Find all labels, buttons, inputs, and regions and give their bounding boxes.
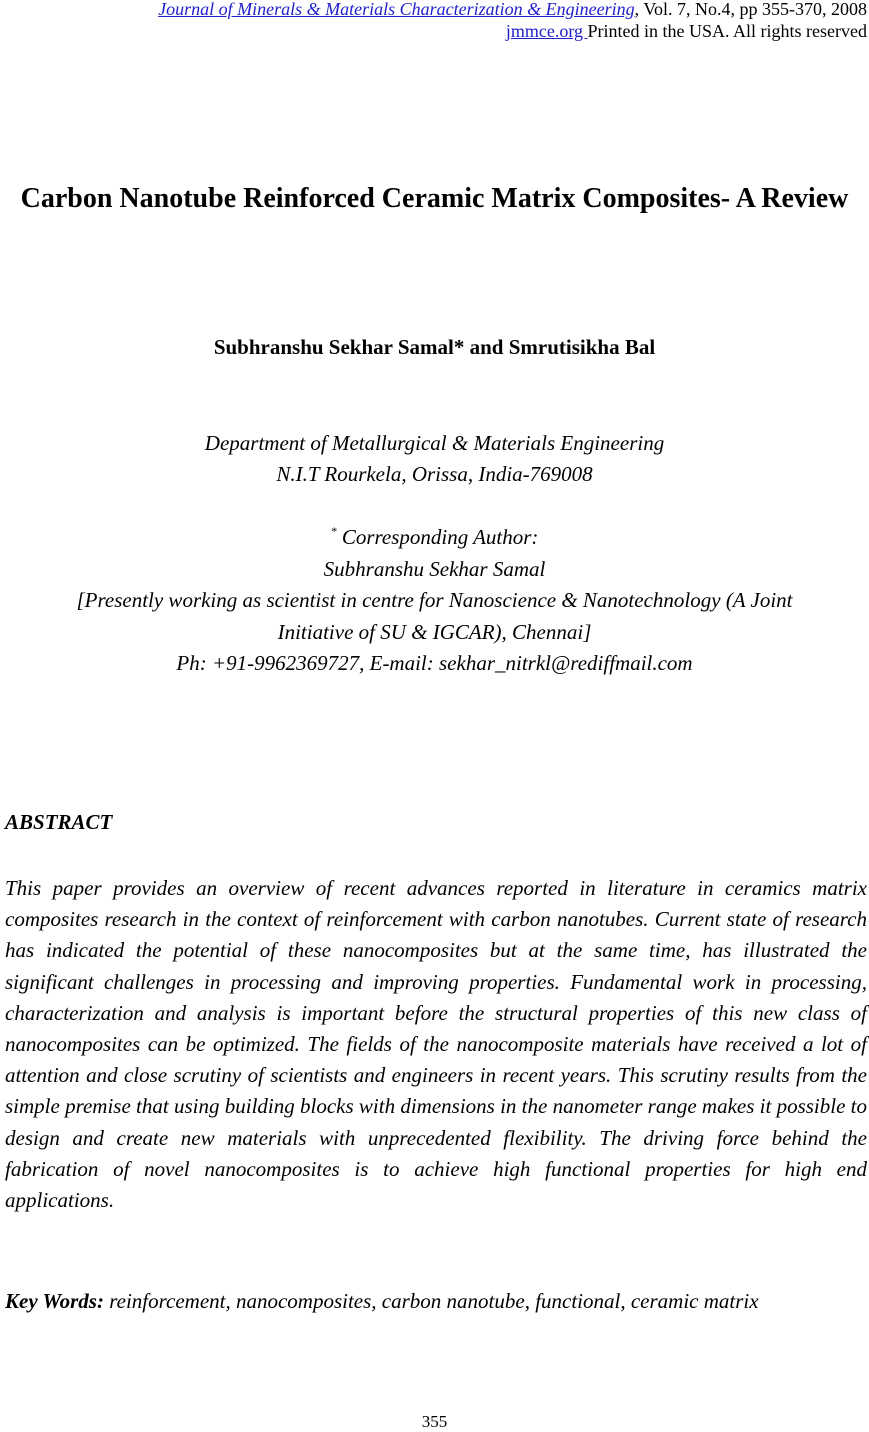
journal-header (158, 0, 867, 42)
corresponding-position-2: Initiative of SU & IGCAR), Chennai] (277, 619, 592, 644)
paper-title: Carbon Nanotube Reinforced Ceramic Matrix Composites- A Review (20, 183, 849, 214)
site-link[interactable]: jmmce.org (505, 21, 588, 41)
authors: Subhranshu Sekhar Samal* and Smrutisikha Bal (213, 335, 656, 359)
abstract-heading: ABSTRACT (5, 810, 113, 834)
asterisk-mark: * (330, 524, 337, 538)
corresponding-contact: Ph: +91-9962369727, E-mail: sekhar_nitrkl@rediffmail.com (176, 651, 693, 675)
page-number: 355 (421, 1412, 448, 1431)
affiliation (0, 428, 869, 490)
corresponding-label: Corresponding Author: (336, 525, 539, 549)
keywords-label: Key Words: (5, 1289, 104, 1313)
rights-text: Printed in the USA. All rights reserved (587, 21, 867, 41)
journal-citation-line (158, 0, 867, 20)
corresponding-name: Subhranshu Sekhar Samal (323, 556, 546, 581)
corresponding-position-1: [Presently working as scientist in centre for Nanoscience & Nanotechnology (A Joint (76, 588, 793, 612)
corresponding-label-line (0, 522, 869, 554)
corresponding-author-block (0, 522, 869, 680)
journal-name-link[interactable]: Journal of Minerals & Materials Characterization & Engineering (158, 0, 635, 19)
journal-site-line (158, 20, 867, 42)
keywords-text: reinforcement, nanocomposites, carbon nanotube, functional, ceramic matrix (103, 1289, 759, 1313)
department: Department of Metallurgical & Materials Engineering (204, 431, 665, 455)
volume-info: , Vol. 7, No.4, pp 355-370, 2008 (634, 0, 867, 19)
institute: N.I.T Rourkela, Orissa, India-769008 (276, 462, 593, 486)
keywords (5, 1286, 867, 1317)
abstract-body: This paper provides an overview of recent advances reported in literature in ceramics matrix composites research in the context of reinforcement with carbon nanotubes. Current state of research has indicated the potential of these nanocomposites but at the same time, has illustrated the significant challenges in processing and improving properties. Fundamental work in processing, characterization and analysis is important before the structural properties of this new class of nanocomposites can be optimized. The fields of the nanocomposite materials have received a lot of attention and close scrutiny of scientists and engineers in recent years. This scrutiny results from the simple premise that using building blocks with dimensions in the nanometer range makes it possible to design and create new materials with unprecedented flexibility. The driving force behind the fabrication of novel nanocomposites is to achieve high functional properties for high end applications. (5, 876, 867, 1213)
